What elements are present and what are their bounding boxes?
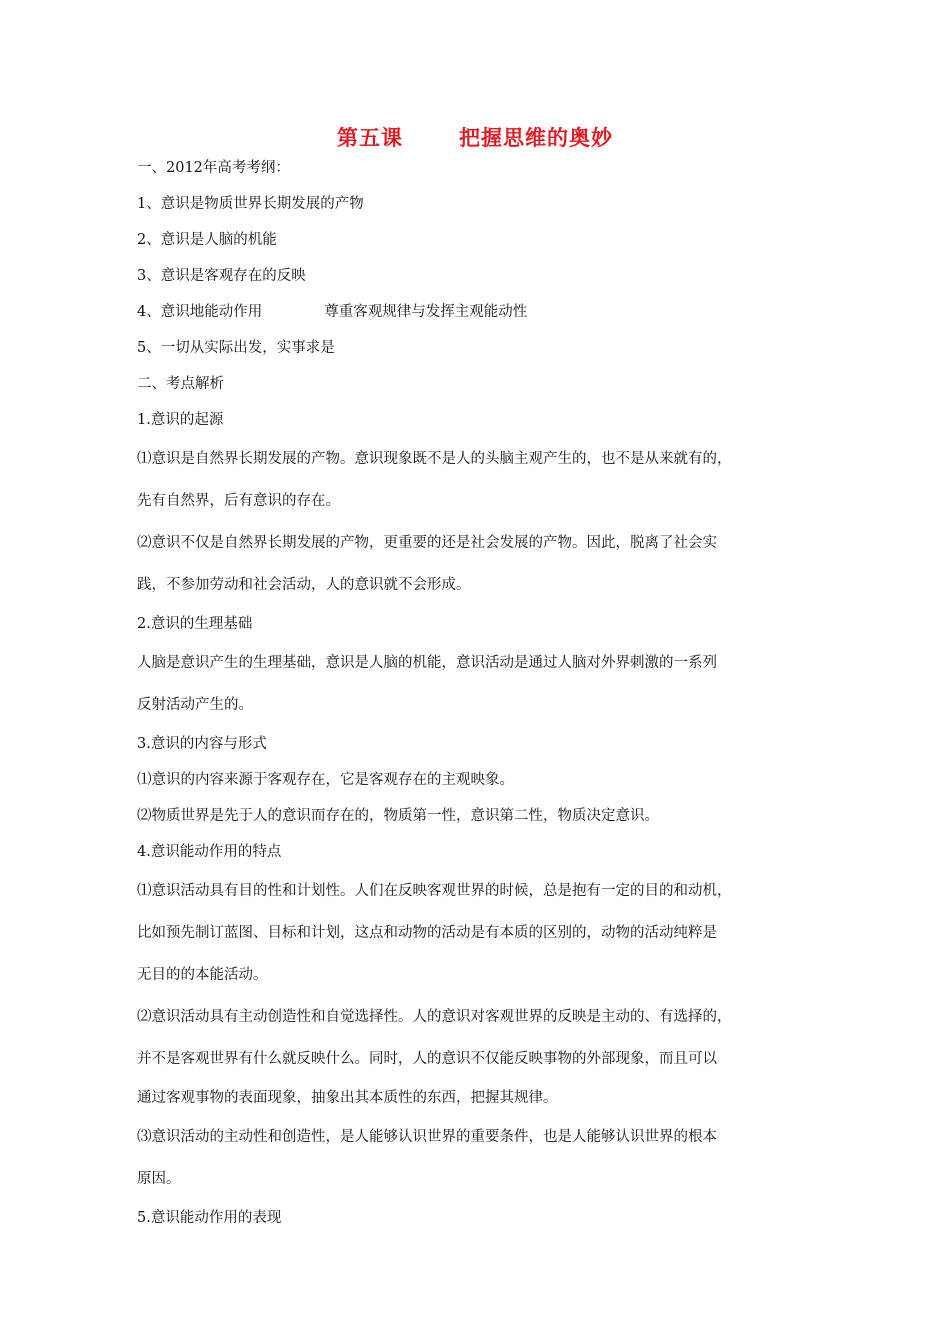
document-body <box>137 150 827 1236</box>
syllabus-item-4-part1: 4、意识地能动作用 <box>137 304 263 320</box>
paragraph-line: ⑶意识活动的主动性和创造性，是人能够认识世界的重要条件，也是人能够认识世界的根本 <box>137 1129 717 1145</box>
syllabus-item-4-part2: 尊重客观规律与发挥主观能动性 <box>324 304 528 320</box>
paragraph-line: 并不是客观世界有什么就反映什么。同时，人的意识不仅能反映事物的外部现象，而且可以 <box>137 1051 717 1067</box>
paragraph-line: 先有自然界，后有意识的存在。 <box>137 493 340 509</box>
paragraph-line: ⑴意识活动具有目的性和计划性。人们在反映客观世界的时候，总是抱有一定的目的和动机， <box>137 883 732 899</box>
paragraph-line: ⑵意识不仅是自然界长期发展的产物，更重要的还是社会发展的产物。因此，脱离了社会实 <box>137 535 717 551</box>
section-heading-analysis: 二、考点解析 <box>137 376 224 392</box>
paragraph-line: 反射活动产生的。 <box>137 697 253 713</box>
topic-heading-content-form: 3.意识的内容与形式 <box>137 736 267 752</box>
paragraph-line: 践，不参加劳动和社会活动，人的意识就不会形成。 <box>137 577 471 593</box>
topic-heading-characteristics: 4.意识能动作用的特点 <box>137 844 282 860</box>
syllabus-item-5: 5、一切从实际出发，实事求是 <box>137 340 335 356</box>
topic-heading-physiology: 2.意识的生理基础 <box>137 616 253 632</box>
document-title <box>0 122 950 152</box>
section-heading-syllabus: 一、2012年高考考纲： <box>137 160 290 176</box>
paragraph-line: ⑵物质世界是先于人的意识而存在的，物质第一性，意识第二性，物质决定意识。 <box>137 808 659 824</box>
topic-heading-origin: 1.意识的起源 <box>137 412 224 428</box>
topic-heading-manifestation: 5.意识能动作用的表现 <box>137 1210 282 1226</box>
paragraph-line: 通过客观事物的表面现象，抽象出其本质性的东西，把握其规律。 <box>137 1090 558 1106</box>
paragraph-line: 无目的的本能活动。 <box>137 967 268 983</box>
syllabus-item-3: 3、意识是客观存在的反映 <box>137 268 306 284</box>
title-lesson-name: 把握思维的奥妙 <box>459 126 613 150</box>
title-lesson-number: 第五课 <box>337 126 403 150</box>
syllabus-item-4 <box>137 294 827 330</box>
paragraph-line: 人脑是意识产生的生理基础，意识是人脑的机能，意识活动是通过人脑对外界刺激的一系列 <box>137 655 717 671</box>
paragraph-line: 原因。 <box>137 1171 181 1187</box>
syllabus-item-2: 2、意识是人脑的机能 <box>137 232 277 248</box>
syllabus-item-1: 1、意识是物质世界长期发展的产物 <box>137 196 364 212</box>
paragraph-line: 比如预先制订蓝图、目标和计划，这点和动物的活动是有本质的区别的，动物的活动纯粹是 <box>137 925 717 941</box>
paragraph-line: ⑴意识是自然界长期发展的产物。意识现象既不是人的头脑主观产生的，也不是从来就有的， <box>137 451 732 467</box>
paragraph-line: ⑴意识的内容来源于客观存在，它是客观存在的主观映象。 <box>137 772 514 788</box>
paragraph-line: ⑵意识活动具有主动创造性和自觉选择性。人的意识对客观世界的反映是主动的、有选择的， <box>137 1009 732 1025</box>
